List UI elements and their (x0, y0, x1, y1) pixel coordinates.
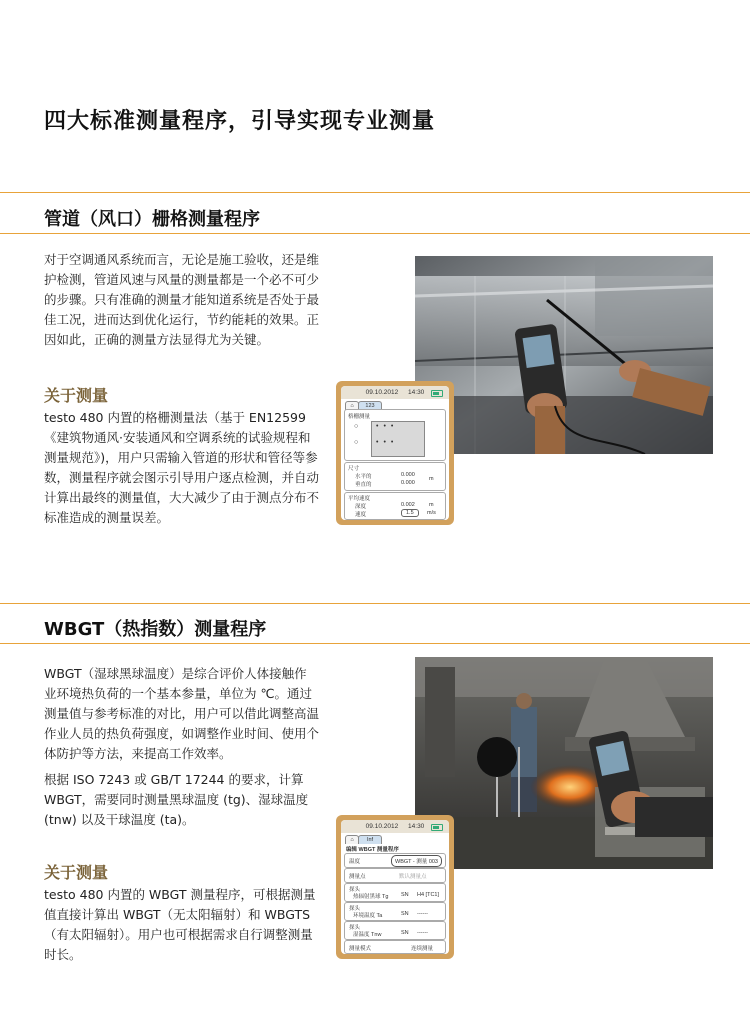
duct-measurement-photo (415, 256, 713, 454)
wbgt-row-temp-label: 温度 (349, 859, 361, 865)
section1-about (44, 408, 319, 534)
speed-unit: m/s (427, 510, 436, 516)
grid-marker-1: ○ (354, 423, 359, 430)
probe3-sn: SN (401, 930, 409, 936)
probe2-sub: 环境温度 Ta (353, 913, 383, 919)
wbgt-program-screen (336, 815, 454, 959)
section-divider-bottom (0, 233, 750, 234)
grid-points-row2: ••• (376, 439, 399, 446)
section2-about (44, 885, 319, 971)
grid-screen-display (341, 386, 449, 520)
grid-measure-screen (336, 381, 454, 525)
section2-about-title: 关于测量 (44, 863, 109, 882)
section1-about-text: testo 480 内置的格栅测量法（基于 EN12599《建筑物通风·安装通风和空调系统的试验规程和测量规范》)，用户只需输入管道的形状和管径等参数，测量程序就会图示引导用户逐点检测，并自动计算出最终的测量值，大大减少了由于测点分布不标准造成的测量误差。 (44, 410, 320, 525)
wbgt-probe3[interactable] (344, 921, 446, 940)
section1-intro-text: 对于空调通风系统而言，无论是施工验收，还是维护检测，管道风速与风量的测量都是一个必不可少的步骤。只有准确的测量才能知道系统是否处于最佳工况，进而达到优化运行，节约能耗的效果。正因如此，正确的测量方法显得尤为关键。 (44, 252, 320, 347)
wbgt-row-point-value: 默认测量点 (399, 874, 427, 880)
tab-home[interactable]: ⌂ (345, 401, 359, 410)
wbgt-screen-display (341, 820, 449, 954)
probe1-sn: SN (401, 892, 409, 898)
grid-screen-statusbar (341, 386, 449, 399)
section2-intro-text: WBGT（湿球黑球温度）是综合评价人体接触作业环境热负荷的一个基本参量，单位为 ℃。通过测量值与参考标准的对比，用户可以借此调整高温作业人员的热负荷强度，如调整作业时间、使用个体防护等方法，来提高工作效率。 (44, 666, 320, 761)
section2-standard-text: 根据 ISO 7243 或 GB/T 17244 的要求，计算 WBGT，需要同时测量黑球温度 (tg)、湿球温度 (tnw) 以及干球温度 (ta)。 (44, 772, 309, 827)
probe2-label: 探头 (349, 906, 361, 912)
grid-panel (344, 409, 446, 461)
probe1-value: H4 [TC1] (417, 892, 440, 898)
wbgt-screen-time: 14:30 (408, 823, 425, 830)
section-divider-bottom (0, 643, 750, 644)
battery-icon (431, 390, 443, 397)
avg-label: 平均速度 (348, 496, 371, 502)
wbgt-row-point[interactable] (344, 868, 446, 883)
wbgt-row-point-label: 测量点 (349, 874, 366, 880)
probe3-sub: 湿温度 Tnw (353, 932, 382, 938)
wbgt-row-temp[interactable] (344, 853, 446, 868)
section2-intro (44, 664, 319, 836)
wbgt-screen-date: 09.10.2012 (365, 823, 399, 830)
grid-points-row1: ••• (376, 423, 399, 430)
grid-panel-title: 格栅测量 (348, 414, 371, 420)
depth-label: 深度 (355, 504, 367, 510)
dims-row1-label: 水平的 (355, 474, 372, 480)
probe2-sn: SN (401, 911, 409, 917)
wbgt-screen-header: 编辑 WBGT 测量程序 (346, 847, 399, 853)
dims-panel (344, 462, 446, 491)
avg-panel (344, 492, 446, 520)
grid-screen-date: 09.10.2012 (365, 389, 399, 396)
page-title: 四大标准测量程序，引导实现专业测量 (44, 109, 436, 134)
section2-title: WBGT（热指数）测量程序 (44, 619, 267, 640)
duct-photo-illustration (415, 256, 713, 454)
depth-unit: m (429, 502, 434, 508)
section1-about-title: 关于测量 (44, 386, 109, 405)
tab-value[interactable]: 123 (358, 401, 382, 410)
section1-title: 管道（风口）栅格测量程序 (44, 209, 260, 230)
wbgt-factory-photo (415, 657, 713, 869)
section-divider-top (0, 603, 750, 604)
grid-marker-2: ○ (354, 439, 359, 446)
probe3-label: 探头 (349, 925, 361, 931)
dims-row1-value: 0.000 (401, 472, 415, 478)
probe1-label: 探头 (349, 887, 361, 893)
wbgt-row-temp-value[interactable]: WBGT - 测量 003 (391, 855, 442, 867)
speed-value[interactable]: 1.5 (401, 509, 419, 517)
mode-value: 连续测量 (411, 946, 434, 952)
probe2-value: ------ (417, 911, 428, 917)
mode-label: 测量模式 (349, 946, 372, 952)
speed-label: 速度 (355, 512, 367, 518)
section2-about-text: testo 480 内置的 WBGT 测量程序，可根据测量值直接计算出 WBGT（无太阳辐射）和 WBGTS（有太阳辐射）。用户也可根据需求自行调整测量时长。 (44, 887, 316, 962)
grid-screen-time: 14:30 (408, 389, 425, 396)
tab-info[interactable]: Inf (358, 835, 382, 844)
wbgt-probe2[interactable] (344, 902, 446, 921)
section-divider-top (0, 192, 750, 193)
battery-icon (431, 824, 443, 831)
depth-value: 0.002 (401, 502, 415, 508)
dims-row2-value: 0.000 (401, 480, 415, 486)
probe1-sub: 热辐射黑球 Tg (353, 894, 389, 900)
probe3-value: ------ (417, 930, 428, 936)
wbgt-photo-illustration (415, 657, 713, 869)
tab-home[interactable]: ⌂ (345, 835, 359, 844)
wbgt-mode-row[interactable] (344, 940, 446, 954)
dims-label: 尺寸 (348, 466, 360, 472)
dims-row2-label: 垂直的 (355, 482, 372, 488)
wbgt-screen-statusbar (341, 820, 449, 833)
dims-unit: m (429, 476, 434, 482)
section1-intro (44, 250, 319, 356)
wbgt-probe1[interactable] (344, 883, 446, 902)
